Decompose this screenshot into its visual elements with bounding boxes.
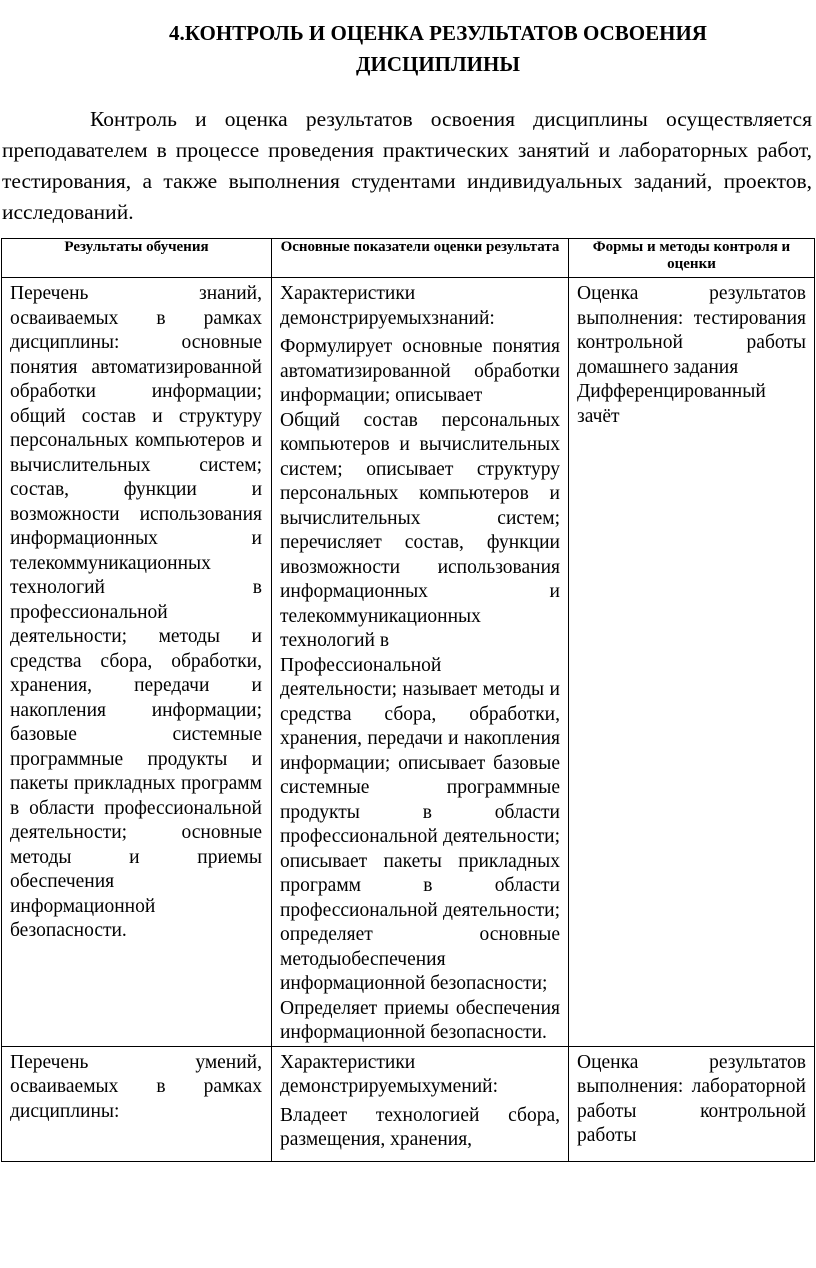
table-row [2,278,815,1047]
section-heading-line-1: 4.КОНТРОЛЬ И ОЦЕНКА РЕЗУЛЬТАТОВ ОСВОЕНИЯ [169,21,707,45]
skills-results-cell: Перечень умений, осваиваемых в рамках дисциплины: [10,1051,262,1122]
intro-paragraph: Контроль и оценка результатов освоения дисциплины осуществляется преподавателем в процессе проведения практических занятий и лабораторных работ, тестирования, а также выполнения студентами индивидуальных заданий, проектов, исследований. [2,107,812,224]
indicator-paragraph: Профессиональной деятельности; называет методы и средства сбора, обработки, хранения, передачи и накопления информации; описывает базовые системные программные продукты в области профессиональной деятельности; описывает пакеты прикладных программ в области профессиональной деятельности; определяет основные методыобеспечения информационной безопасности; [280,654,560,994]
skills-indicators-cell [272,1047,568,1161]
knowledge-results-cell: Перечень знаний, осваиваемых в рамках дисциплины: основные понятия автоматизированной обработки информации; общий состав и структуру персональных компьютеров и вычислительных систем; состав, функции и возможности использования информационных и телекоммуникационных технологий в профессиональной деятельности; методы и средства сбора, обработки, хранения, передачи и накопления информации; базовые системные программные продукты и пакеты прикладных программ в области профессиональной деятельности; основные методы и приемы обеспечения информационной безопасности. [10,283,262,941]
assessment-table [1,238,815,1162]
header-learning-results: Результаты обучения [2,239,272,278]
indicator-paragraph: Формулирует основные понятия автоматизированной обработки информации; описывает [280,336,560,406]
method-paragraph: Оценка результатов выполнения: тестирования контрольной работы домашнего задания [577,283,806,378]
knowledge-indicators-cell [272,278,568,1046]
method-paragraph: Оценка результатов выполнения: лабораторной работы контрольной работы [577,1051,806,1146]
indicator-paragraph: Определяет приемы обеспечения информационной безопасности. [280,997,560,1043]
header-control-methods: Формы и методы контроля и оценки [569,239,815,278]
method-paragraph: Дифференцированный зачёт [577,381,766,427]
header-assessment-indicators: Основные показатели оценки результата [272,239,569,278]
indicator-paragraph: Общий состав персональных компьютеров и вычислительных систем; описывает структуру персональных компьютеров и вычислительных систем; перечисляет состав, функции ивозможности использования информационных и телекоммуникационных технологий в [280,409,560,651]
indicator-paragraph: Характеристики демонстрируемыхзнаний: [280,283,495,329]
section-heading [60,18,816,80]
table-row [2,1046,815,1161]
knowledge-methods-cell [569,278,814,429]
indicator-paragraph: Характеристики демонстрируемыхумений: [280,1051,499,1097]
table-header-row [2,239,815,278]
section-heading-line-2: ДИСЦИПЛИНЫ [356,52,520,76]
indicator-paragraph: Владеет технологией сбора, размещения, хранения, [280,1104,560,1150]
skills-methods-cell [569,1047,814,1161]
